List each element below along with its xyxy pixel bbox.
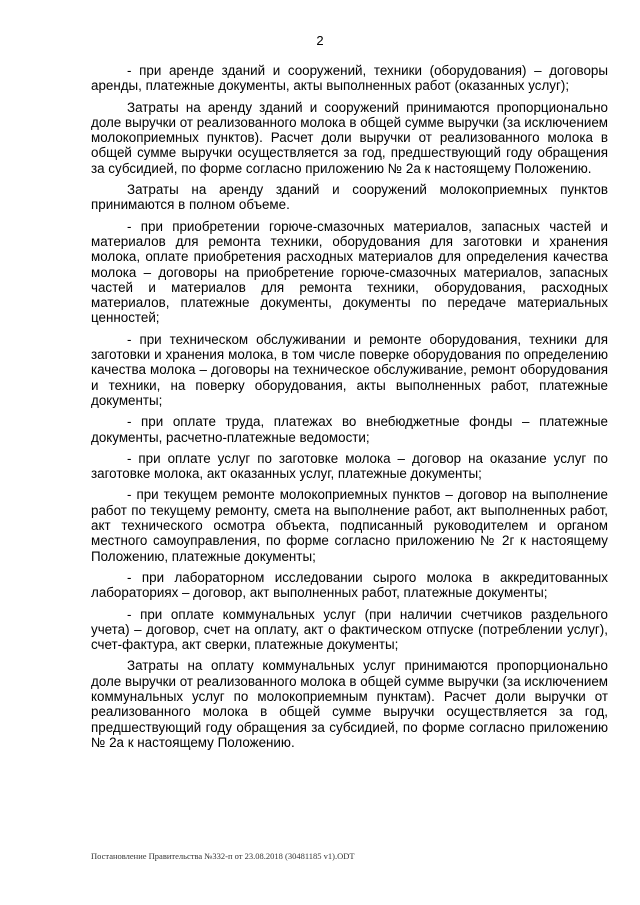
paragraph: Затраты на оплату коммунальных услуг принимаются пропорционально доле выручки от реализованного молока в общей сумме выручки (за исключением коммунальных услуг по молокоприемным пунктам). Расчет доли выручки от реализованного молока в общей сумме выручки осуществляется за год, предшествующий году обращения за субсидией, по форме согласно приложению № 2а к настоящему Положению. bbox=[91, 658, 608, 750]
document-footer: Постановление Правительства №332-п от 23.08.2018 (30481185 v1).ODT bbox=[91, 851, 355, 861]
paragraph: - при оплате коммунальных услуг (при наличии счетчиков раздельного учета) – договор, счет на оплату, акт о фактическом отпуске (потреблении услуг), счет-фактура, акт сверки, платежные документы; bbox=[91, 606, 608, 653]
paragraph: - при приобретении горюче-смазочных материалов, запасных частей и материалов для ремонта техники, оборудования для заготовки и хранения молока, оплате приобретения расходных материалов для определения качества молока – договоры на приобретение горюче-смазочных материалов, запасных частей и материалов для ремонта техники, оборудования, расходных материалов, платежные документы, документы по передаче материальных ценностей; bbox=[91, 218, 608, 326]
page-number: 2 bbox=[316, 33, 324, 48]
paragraph: - при текущем ремонте молокоприемных пунктов – договор на выполнение работ по текущему ремонту, смета на выполнение работ, акт выполненных работ, акт технического осмотра объекта, подписанный руководителем и органом местного самоуправления, по форме согласно приложению № 2г к настоящему Положению, платежные документы; bbox=[91, 487, 608, 564]
paragraph: - при оплате услуг по заготовке молока – договор на оказание услуг по заготовке молока, акт оказанных услуг, платежные документы; bbox=[91, 450, 608, 482]
document-body bbox=[91, 63, 608, 756]
paragraph: - при техническом обслуживании и ремонте оборудования, техники для заготовки и хранения молока, в том числе поверке оборудования по определению качества молока – договоры на техническое обслуживание, ремонт оборудования и техники, на поверку оборудования, акты выполненных работ, платежные документы; bbox=[91, 331, 608, 408]
paragraph: Затраты на аренду зданий и сооружений принимаются пропорционально доле выручки от реализованного молока в общей сумме выручки (за исключением молокоприемных пунктов). Расчет доли выручки от реализованного молока в общей сумме выручки осуществляется за год, предшествующий году обращения за субсидией, по форме согласно приложению № 2а к настоящему Положению. bbox=[91, 99, 608, 176]
paragraph: - при аренде зданий и сооружений, техники (оборудования) – договоры аренды, платежные документы, акты выполненных работ (оказанных услуг); bbox=[91, 63, 608, 94]
paragraph: - при оплате труда, платежах во внебюджетные фонды – платежные документы, расчетно-платежные ведомости; bbox=[91, 414, 608, 445]
paragraph: Затраты на аренду зданий и сооружений молокоприемных пунктов принимаются в полном объеме. bbox=[91, 182, 608, 213]
paragraph: - при лабораторном исследовании сырого молока в аккредитованных лабораториях – договор, акт выполненных работ, платежные документы; bbox=[91, 569, 608, 601]
